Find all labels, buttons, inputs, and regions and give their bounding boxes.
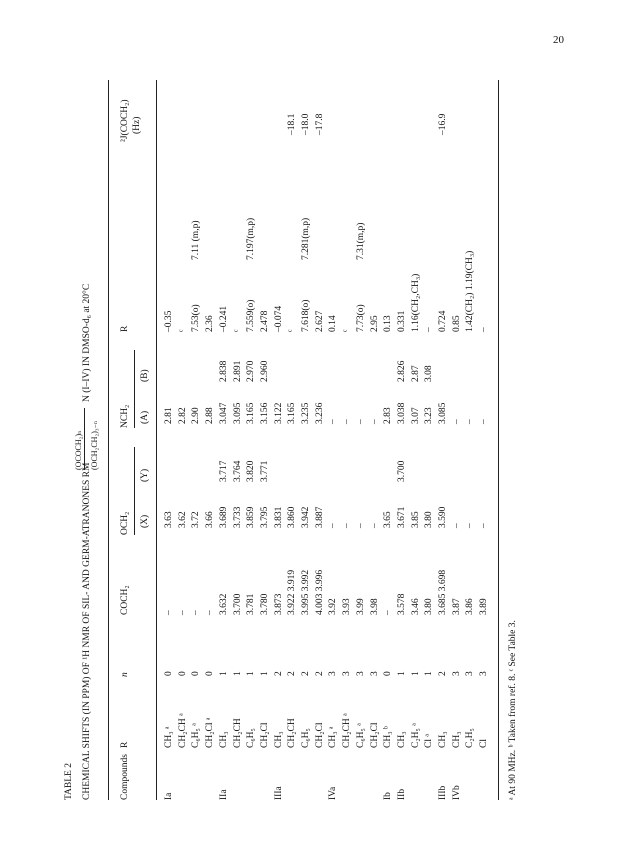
n-cell: 1 [246,671,257,676]
r-group-cell: CH₃ [218,731,229,748]
compound-cell: IVb [451,785,462,800]
och2-x-cell: 3.887 [314,506,325,528]
och2-x-cell: 3.795 [259,506,270,528]
nch2-a-cell: – [479,419,490,424]
r-group-cell: C₆H₅ [301,728,311,748]
header-r-shift: R [120,325,130,332]
r-shift-secondary-cell: 7.281(m,p) [301,217,311,260]
nch2-a-cell: 3.156 [259,402,270,424]
och2-x-cell: 3.860 [287,506,298,528]
nch2-b-cell: 2.826 [396,360,407,382]
och2-y-cell: 3.700 [396,460,407,482]
caption-suffix: N (I–IV) IN DMSO-d₆ at 20°C [82,283,92,402]
n-cell: 1 [410,671,421,676]
och2-x-cell: – [479,523,490,528]
r-shift-cell: ᶜ [177,329,188,332]
r-group-cell: CH₂CH [287,718,298,748]
och2-x-cell: 3.80 [424,511,435,528]
och2-x-cell: 3.590 [438,506,448,528]
coupling-constant-cell: –18.1 [287,113,298,135]
r-group-cell: Cl [479,739,490,748]
r-shift-cell: 2.627 [314,310,325,332]
r-group-cell: CH₃ [396,731,407,748]
nch2-b-cell: 2.838 [218,360,229,382]
n-cell: 3 [342,671,353,676]
nch2-b-cell: 3.08 [424,365,435,382]
nch2-b-cell: 2.87 [410,365,421,382]
nch2-a-cell: 3.165 [246,402,257,424]
r-shift-cell: 0.13 [383,315,394,332]
n-cell: 1 [218,671,229,676]
n-cell: 0 [205,671,216,676]
nch2-a-cell: – [369,419,380,424]
och2-x-cell: 3.859 [246,506,257,528]
compound-cell: Ia [164,792,174,800]
och2-x-cell: 3.65 [383,511,394,528]
coch2-cell: 3.700 [232,593,243,615]
r-group-cell: CH₃ [451,731,462,748]
nch2-a-cell: 3.235 [301,402,311,424]
coupling-constant-cell: –16.9 [438,113,448,135]
och2-x-cell: – [465,523,476,528]
r-group-cell: CH₂Cl ᵃ [205,717,216,748]
r-group-cell: C₆H₅ ᵃ [355,723,366,748]
coch2-cell: 3.86 [465,598,476,615]
och2-x-cell: 3.85 [410,511,421,528]
r-shift-cell: 1.16(CH₂,CH₃) [410,273,421,332]
r-group-cell: CH₃ ᵃ [164,726,174,748]
nch2-a-cell: 3.047 [218,402,229,424]
coch2-cell: 3.578 [396,593,407,615]
n-cell: 3 [369,671,380,676]
r-group-cell: CH₃ [438,731,448,748]
n-cell: 3 [465,671,476,676]
compound-cell: IVa [328,786,339,800]
r-group-cell: CH₂Cl [259,722,270,748]
r-shift-cell: ᶜ [232,329,243,332]
header-j-top: ²J(COCH₂) [120,99,130,142]
r-shift-cell: 1.42(CH₂) 1.19(CH₃) [465,250,476,332]
coch2-cell: 3.98 [369,598,380,615]
nch2-underline [134,350,135,428]
och2-x-cell: 3.831 [273,506,284,528]
r-shift-cell: 2.478 [259,310,270,332]
och2-x-cell: 3.671 [396,506,407,528]
n-cell: 3 [328,671,339,676]
nch2-b-cell: 2.891 [232,360,243,382]
r-shift-cell: 2.36 [205,315,216,332]
r-shift-cell: –0.074 [273,305,284,332]
caption-fraction-bar [84,408,85,470]
header-r: R [120,741,130,748]
n-cell: 0 [383,671,394,676]
r-shift-cell: – [479,327,490,332]
r-shift-cell: ᶜ [287,329,298,332]
r-shift-cell: 0.85 [451,315,462,332]
table-footnote: ᵃ At 90 MHz. ᵇ Taken from ref. 8. ᶜ See Table 3. [508,620,518,800]
r-group-cell: Cl ᵃ [424,734,435,748]
nch2-a-cell: 2.90 [191,407,202,424]
och2-x-cell: 3.72 [191,511,202,528]
coch2-cell: 3.781 [246,593,257,615]
r-shift-cell: 7.73(o) [355,304,366,332]
r-shift-secondary-cell: 7.11 (m,p) [191,220,202,260]
r-shift-cell: 7.559(o) [246,299,257,332]
r-shift-cell: –0.35 [164,310,174,332]
coch2-cell: 3.92 [328,598,339,615]
nch2-a-cell: – [328,419,339,424]
n-cell: 3 [355,671,366,676]
table-caption [82,463,93,800]
r-group-cell: C₂H₅ [465,728,476,748]
r-shift-cell: 0.14 [328,315,339,332]
caption-fraction-top: (OCOCH₂)ₙ [74,430,83,470]
coch2-cell: 3.995 3.992 [301,569,311,615]
r-group-cell: CH₂CH [232,718,243,748]
header-nch2-b: (B) [140,369,150,382]
table-label: TABLE 2 [64,763,74,800]
nch2-a-cell: 3.23 [424,407,435,424]
nch2-b-cell: 2.960 [259,360,270,382]
compound-cell: IIa [218,789,229,800]
n-cell: 3 [479,671,490,676]
coch2-cell: 3.99 [355,598,366,615]
r-group-cell: CH₃ [273,731,284,748]
compound-cell: IIIa [273,786,284,800]
n-cell: 1 [232,671,243,676]
och2-x-cell: 3.733 [232,506,243,528]
och2-x-cell: 3.942 [301,506,311,528]
r-group-cell: CH₂Cl [314,722,325,748]
coch2-cell: – [191,610,202,615]
nch2-a-cell: 3.038 [396,402,407,424]
nch2-a-cell: – [342,419,353,424]
rule-bottom [498,80,499,800]
coch2-cell: 3.80 [424,598,435,615]
r-group-cell: CH₃ ᵃ [328,726,339,748]
r-shift-cell: – [424,327,435,332]
r-shift-cell: 7.53(o) [191,304,202,332]
n-cell: 1 [259,671,270,676]
rule-top [108,80,109,800]
och2-x-cell: 3.62 [177,511,188,528]
coch2-cell: 4.003 3.996 [314,569,325,615]
n-cell: 2 [287,671,298,676]
coch2-cell: 3.685 3.698 [438,569,448,615]
coch2-cell: – [177,610,188,615]
r-shift-secondary-cell: 7.197(m,p) [246,217,257,260]
n-cell: 0 [177,671,188,676]
n-cell: 2 [314,671,325,676]
compound-cell: Ib [383,792,394,800]
nch2-a-cell: – [355,419,366,424]
coch2-cell: – [205,610,216,615]
och2-x-cell: 3.66 [205,511,216,528]
och2-y-cell: 3.820 [246,460,257,482]
r-group-cell: C₆H₅ [246,728,257,748]
coch2-cell: 3.93 [342,598,353,615]
header-och2-y: (Y) [140,468,150,482]
header-nch2-a: (A) [140,410,150,424]
r-group-cell: C₂H₅ ᵃ [410,723,421,748]
r-shift-cell: ᶜ [342,329,353,332]
rule-header [156,80,157,800]
n-cell: 2 [273,671,284,676]
och2-y-cell: 3.771 [259,460,270,482]
n-cell: 0 [191,671,202,676]
rotated-table-page [64,80,534,800]
header-coch2: COCH₂ [120,585,130,615]
coch2-cell: 3.922 3.919 [287,569,298,615]
och2-x-cell: – [369,523,380,528]
nch2-a-cell: 2.88 [205,407,216,424]
n-cell: 3 [451,671,462,676]
nch2-a-cell: 3.085 [438,402,448,424]
r-shift-cell: 0.724 [438,310,448,332]
page-number: 20 [553,34,564,46]
och2-y-cell: 3.717 [218,460,229,482]
och2-x-cell: – [451,523,462,528]
r-group-cell: CH₃ ᵇ [383,726,394,748]
caption-fraction-bottom: (OCH₂CH₂)₃₋ₙ [90,420,99,470]
nch2-a-cell: – [451,419,462,424]
nch2-a-cell: 3.07 [410,407,421,424]
n-cell: 2 [438,671,448,676]
och2-x-cell: – [355,523,366,528]
coch2-cell: 3.89 [479,598,490,615]
coch2-cell: 3.87 [451,598,462,615]
och2-underline [134,447,135,535]
n-cell: 1 [396,671,407,676]
header-j-bottom: (Hz) [132,116,142,134]
r-group-cell: CH₂Cl [369,722,380,748]
n-cell: 0 [164,671,174,676]
r-shift-cell: 7.618(o) [301,299,311,332]
coch2-cell: – [383,610,394,615]
r-group-cell: C₆H₅ ᵃ [191,723,202,748]
nch2-a-cell: 2.82 [177,407,188,424]
compound-cell: IIb [396,788,407,800]
header-n: n [120,672,130,677]
coupling-constant-cell: –17.8 [314,113,325,135]
coupling-constant-cell: –18.0 [301,113,311,135]
r-shift-cell: 2.95 [369,315,380,332]
r-shift-secondary-cell: 7.31(m,p) [355,222,366,260]
caption-prefix: CHEMICAL SHIFTS (IN PPM) OF ¹H NMR OF SIL- AND GERM-ATRANONES RM [82,462,92,800]
header-och2: OCH₂ [120,511,130,535]
och2-x-cell: – [328,523,339,528]
r-shift-cell: 0.331 [396,310,407,332]
nch2-a-cell: 3.236 [314,402,325,424]
och2-x-cell: 3.689 [218,506,229,528]
coch2-cell: 3.780 [259,593,270,615]
n-cell: 1 [424,671,435,676]
coch2-cell: – [164,610,174,615]
coch2-cell: 3.632 [218,593,229,615]
nch2-a-cell: 3.165 [287,402,298,424]
r-group-cell: CH₂CH ᵃ [177,713,188,748]
coch2-cell: 3.873 [273,593,284,615]
n-cell: 2 [301,671,311,676]
nch2-a-cell: 2.81 [164,407,174,424]
nch2-a-cell: 2.83 [383,407,394,424]
r-group-cell: CH₂CH ᵃ [342,713,353,748]
header-och2-x: (X) [140,514,150,528]
nch2-a-cell: 3.095 [232,402,243,424]
compound-cell: IIIb [438,785,448,800]
och2-x-cell: 3.63 [164,511,174,528]
header-nch2: NCH₂ [120,404,130,428]
och2-x-cell: – [342,523,353,528]
nch2-a-cell: 3.122 [273,402,284,424]
coch2-cell: 3.46 [410,598,421,615]
nch2-a-cell: – [465,419,476,424]
nch2-b-cell: 2.970 [246,360,257,382]
r-shift-cell: –0.241 [218,305,229,332]
header-compounds: Compounds [120,754,130,800]
och2-y-cell: 3.764 [232,460,243,482]
